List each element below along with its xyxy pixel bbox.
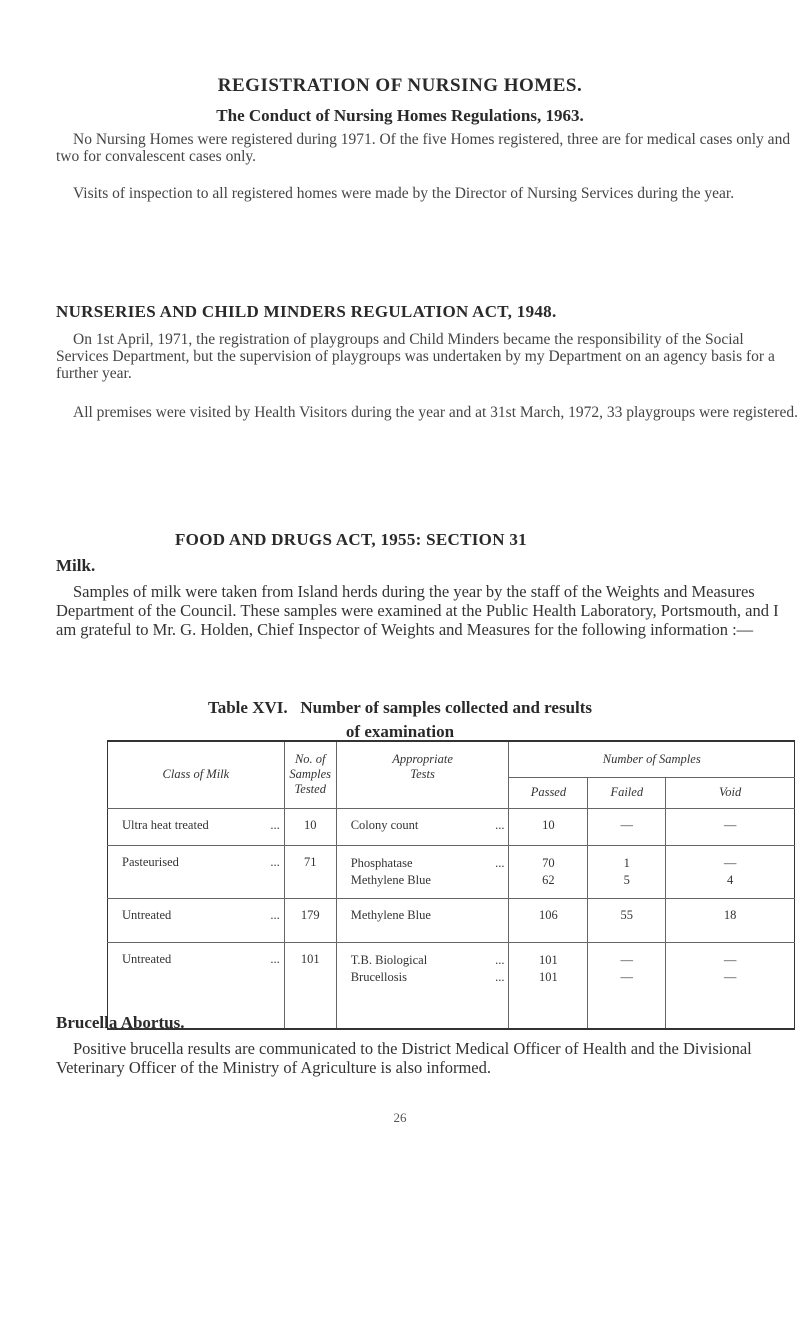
header-samples-tested: No. of Samples Tested [284, 741, 336, 808]
row-passed: 101 [539, 952, 558, 967]
row-passed: 106 [509, 898, 588, 942]
header-failed: Failed [588, 777, 666, 808]
row-passed: 62 [542, 872, 555, 887]
row-class: Ultra heat treated [122, 817, 209, 832]
row-class: Untreated [122, 951, 172, 966]
row-test: Colony count [350, 817, 419, 832]
row-test: T.B. Biological [350, 952, 428, 967]
row-void: 4 [726, 872, 734, 887]
row-test: Methylene Blue [350, 872, 431, 887]
table-row: Pasteurised ... 71 Phosphatase ... Methylene Blue 70 62 1 5 — 4 [108, 845, 795, 898]
table-row: Untreated ... 179 Methylene Blue 106 55 18 [108, 898, 795, 942]
row-void: — [723, 952, 737, 967]
row-passed: 10 [509, 808, 588, 845]
row-void: — [723, 855, 737, 870]
brucella-paragraph: Positive brucella results are communicated to the District Medical Officer of Health and the Divisional Veterinary Officer of the Ministry of Agriculture is also informed. [56, 1039, 752, 1077]
nursing-homes-paragraph-1: No Nursing Homes were registered during 1971. Of the five Homes registered, three are for medical cases only and two for convalescent cases only. [56, 131, 791, 165]
row-class: Untreated [122, 907, 172, 922]
row-failed: — [620, 952, 634, 967]
row-passed: 70 [542, 855, 555, 870]
table-caption-line-1: Table XVI. Number of samples collected and results [207, 698, 593, 717]
header-number-of-samples: Number of Samples [509, 741, 795, 777]
row-test: Brucellosis [350, 969, 407, 984]
header-class-of-milk: Class of Milk [108, 741, 285, 808]
row-test: Methylene Blue [336, 898, 509, 942]
row-test: Phosphatase [350, 855, 413, 870]
milk-subtitle: Milk. [56, 556, 96, 575]
nurseries-paragraph-1: On 1st April, 1971, the registration of playgroups and Child Minders became the responsibility of the Social Services Department, but the supervision of playgroups was undertaken by my Department on an agency basis for a further year. [56, 331, 775, 382]
row-tested: 179 [284, 898, 336, 942]
heading-nursing-homes-regulations: The Conduct of Nursing Homes Regulations, 1963. [216, 106, 584, 125]
row-tested: 101 [284, 942, 336, 1029]
table-caption-line-2: of examination [345, 722, 455, 741]
row-failed: — [588, 808, 666, 845]
row-tested: 10 [284, 808, 336, 845]
heading-registration-nursing-homes: REGISTRATION OF NURSING HOMES. [217, 75, 583, 96]
table-row: Ultra heat treated ... 10 Colony count ... 10 — — [108, 808, 795, 845]
row-void: 18 [666, 898, 795, 942]
food-drugs-act-title: FOOD AND DRUGS ACT, 1955: SECTION 31 [175, 530, 527, 549]
nurseries-paragraph-2: All premises were visited by Health Visitors during the year and at 31st March, 1972, 33 playgroups were registered. [73, 404, 798, 421]
row-failed: — [620, 969, 634, 984]
row-passed: 101 [539, 969, 558, 984]
row-failed: 5 [623, 872, 630, 887]
row-failed: 1 [623, 855, 630, 870]
header-void: Void [666, 777, 795, 808]
milk-paragraph: Samples of milk were taken from Island herds during the year by the staff of the Weights and Measures Department of the Council. These samples were examined at the Public Health Laboratory, Portsmouth, and I am grateful to Mr. G. Holden, Chief Inspector of Weights and Measures for the following information :— [56, 582, 779, 639]
row-void: — [723, 969, 737, 984]
header-appropriate-tests: Appropriate Tests [336, 741, 509, 808]
row-failed: 55 [588, 898, 666, 942]
table-row: Untreated ... 101 T.B. Biological ... Brucellosis ... 101 101 — — — — [108, 942, 795, 1029]
row-tested: 71 [284, 845, 336, 898]
row-class: Pasteurised [122, 854, 179, 869]
row-void: — [666, 808, 795, 845]
milk-samples-table [107, 740, 795, 1030]
nurseries-act-title: NURSERIES AND CHILD MINDERS REGULATION ACT, 1948. [56, 302, 557, 321]
brucella-subtitle: Brucella Abortus. [56, 1013, 185, 1032]
header-passed: Passed [509, 777, 588, 808]
nursing-homes-paragraph-2: Visits of inspection to all registered homes were made by the Director of Nursing Services during the year. [73, 185, 735, 202]
page-number: 26 [393, 1110, 407, 1125]
